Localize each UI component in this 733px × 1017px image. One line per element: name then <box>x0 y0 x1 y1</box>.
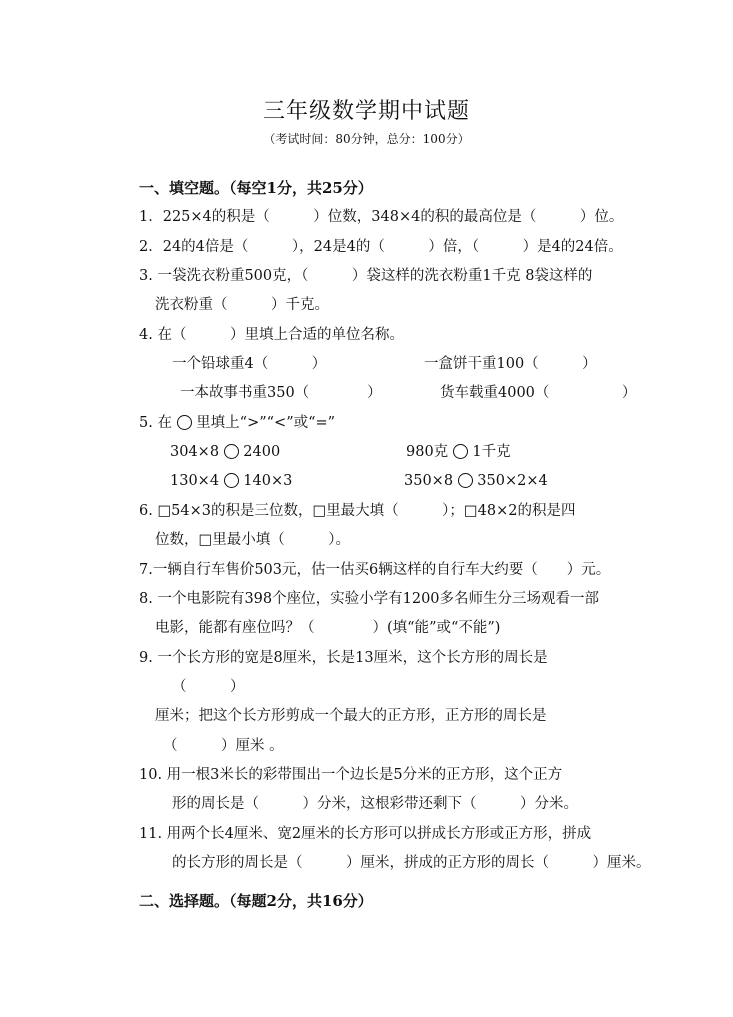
q5b-right: 1千克 <box>472 444 511 460</box>
q5a-left: 304×8 <box>170 444 220 460</box>
question-10-line1: 10. 用一根3米长的彩带围出一个边长是5分米的正方形，这个正方 <box>139 767 563 783</box>
answer-circle-icon[interactable] <box>453 444 468 459</box>
question-9-line2: （ ） <box>172 679 245 695</box>
question-9-line1: 9. 一个长方形的宽是8厘米，长是13厘米，这个长方形的周长是 <box>139 650 548 666</box>
question-8-line1: 8. 一个电影院有398个座位，实验小学有1200多名师生分三场观看一部 <box>139 591 600 607</box>
question-5-item-a <box>170 442 280 462</box>
question-11-line2: 的长方形的周长是（ ）厘米，拼成的正方形的周长（ ）厘米。 <box>172 855 651 871</box>
answer-circle-icon[interactable] <box>458 473 473 488</box>
q5b-left: 980克 <box>406 444 449 460</box>
answer-circle-icon[interactable] <box>224 444 239 459</box>
question-2: 2．24的4倍是（ ），24是4的（ ）倍，（ ）是4的24倍。 <box>139 239 623 255</box>
question-4-item-2: 一盒饼干重100（ ） <box>424 356 597 372</box>
question-9-line4: （ ）厘米 。 <box>163 738 284 754</box>
q5d-left: 350×8 <box>404 473 454 489</box>
question-5-item-c <box>170 471 292 491</box>
question-9-line3: 厘米；把这个长方形剪成一个最大的正方形，正方形的周长是 <box>155 708 547 724</box>
question-4-item-3: 一本故事书重350（ ） <box>180 385 382 401</box>
question-5-prefix: 5. 在 <box>139 415 172 431</box>
question-3-line2: 洗衣粉重（ ）千克。 <box>155 297 329 313</box>
question-8-line2: 电影，能都有座位吗？（ ）(填“能”或“不能”) <box>155 620 501 636</box>
section1-heading: 一、填空题。（每空1分，共25分） <box>139 179 373 197</box>
question-5-item-b <box>406 442 511 462</box>
question-5 <box>139 413 335 433</box>
question-1: 1．225×4的积是（ ）位数，348×4的积的最高位是（ ）位。 <box>139 209 624 225</box>
question-10-line2: 形的周长是（ ）分米，这根彩带还剩下（ ）分米。 <box>172 796 578 812</box>
question-11-line1: 11. 用两个长4厘米、宽2厘米的长方形可以拼成长方形或正方形，拼成 <box>139 826 592 842</box>
answer-circle-icon[interactable] <box>224 473 239 488</box>
q5d-right: 350×2×4 <box>477 473 548 489</box>
question-6-line2: 位数，□里最小填（ ）。 <box>155 532 350 548</box>
question-7: 7.一辆自行车售价503元，估一估买6辆这样的自行车大约要（ ）元。 <box>139 562 611 578</box>
q5a-right: 2400 <box>243 444 281 460</box>
exam-subtitle: （考试时间：80分钟，总分：100分） <box>263 132 470 146</box>
compare-circle-icon <box>177 415 192 430</box>
question-4-item-1: 一个铅球重4（ ） <box>172 356 327 372</box>
exam-title: 三年级数学期中试题 <box>262 99 470 124</box>
q5c-left: 130×4 <box>170 473 220 489</box>
q5c-right: 140×3 <box>243 473 293 489</box>
question-3-line1: 3. 一袋洗衣粉重500克，（ ）袋这样的洗衣粉重1千克 8袋这样的 <box>139 268 593 284</box>
question-5-text: 里填上“>”“<”或“=” <box>196 415 336 431</box>
question-5-item-d <box>404 471 548 491</box>
question-4: 4. 在（ ）里填上合适的单位名称。 <box>139 327 404 343</box>
section2-heading: 二、选择题。（每题2分，共16分） <box>139 892 373 910</box>
question-4-item-4: 货车载重4000（ ） <box>440 385 637 401</box>
question-6-line1: 6. □54×3的积是三位数，□里最大填（ ）；□48×2的积是四 <box>139 503 576 519</box>
